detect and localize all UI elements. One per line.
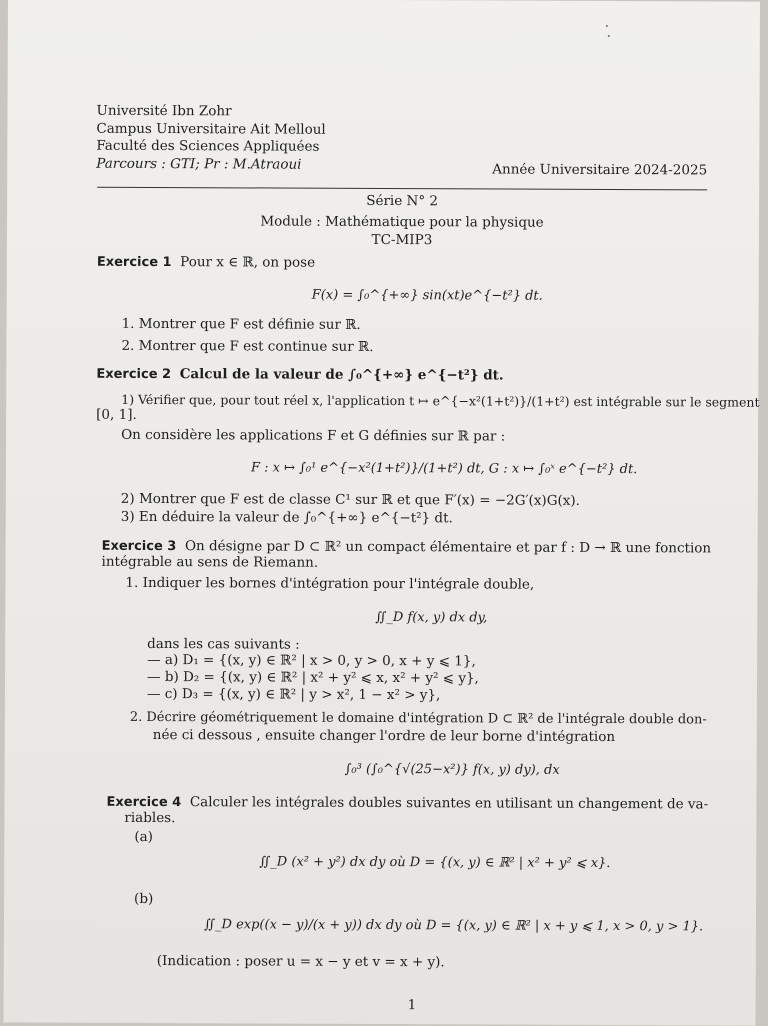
campus-name: Campus Universitaire Ait Melloul xyxy=(96,120,326,138)
exercise-4-a-formula: ∬_D (x² + y²) dx dy où D = {(x, y) ∈ ℝ² | x² + y² ⩽ x}. xyxy=(259,854,611,871)
university-name: Université Ibn Zohr xyxy=(96,102,232,120)
parcours-line: Parcours : GTI; Pr : M.Atraoui xyxy=(96,155,302,173)
page-number: 1 xyxy=(407,997,417,1014)
exercise-2-intro: On considère les applications F et G définies sur ℝ par : xyxy=(121,426,506,445)
exercise-1-intro: Pour x ∈ ℝ, on pose xyxy=(180,254,316,271)
academic-year: Année Universitaire 2024-2025 xyxy=(492,161,708,179)
course-code: TC-MIP3 xyxy=(371,231,433,249)
exercise-3-case-b: — b) D₂ = {(x, y) ∈ ℝ² | x² + y² ⩽ x, x² + y² ⩽ y}, xyxy=(147,668,479,687)
exercise-2-heading xyxy=(96,367,503,384)
exercise-3-q1: 1. Indiquer les bornes d'intégration pour l'intégrale double, xyxy=(125,574,535,593)
paper-speck xyxy=(606,25,608,27)
exercise-4-intro: Calculer les intégrales doubles suivantes en utilisant un changement de va- xyxy=(189,794,709,813)
exercise-3-q2: 2. Décrire géométriquement le domaine d'intégration D ⊂ ℝ² de l'intégrale double don- xyxy=(129,709,707,728)
faculty-name: Faculté des Sciences Appliquées xyxy=(96,137,320,155)
exercise-2-label: Exercice 2 xyxy=(96,366,172,383)
exercise-2-q1-segment: [0, 1]. xyxy=(96,406,137,423)
exercise-3-cases-intro: dans les cas suivants : xyxy=(147,635,300,653)
exercise-1-heading xyxy=(97,255,315,271)
header-divider xyxy=(97,187,707,191)
exercise-1-item-2: 2. Montrer que F est continue sur ℝ. xyxy=(121,337,374,355)
exercise-3-q2-cont: née ci dessous , ensuite changer l'ordre de leur borne d'intégration xyxy=(152,726,616,746)
exercise-4-label: Exercice 4 xyxy=(106,794,182,811)
exercise-4-b-formula: ∬_D exp((x − y)/(x + y)) dx dy où D = {(x, y) ∈ ℝ² | x + y ⩽ 1, x > 0, y > 1}. xyxy=(203,917,704,935)
exercise-1-label: Exercice 1 xyxy=(96,254,172,271)
exercise-4-a-label: (a) xyxy=(134,828,153,845)
exercise-3-intro-2: intégrable au sens de Riemann. xyxy=(101,553,319,571)
exercise-2-q1: 1) Vérifier que, pour tout réel x, l'application t ↦ e^{−x²(1+t²)}/(1+t²) est intégrable sur le segment xyxy=(121,391,760,410)
exercise-1-formula: F(x) = ∫₀^{+∞} sin(xt)e^{−t²} dt. xyxy=(311,287,543,304)
exercise-3-formula-2: ∫₀³ (∫₀^{√(25−x²)} f(x, y) dy), dx xyxy=(344,761,560,778)
exercise-2-q3: 3) En déduire la valeur de ∫₀^{+∞} e^{−t²} dt. xyxy=(120,508,453,527)
module-title: Module : Mathématique pour la physique xyxy=(260,213,544,231)
exercise-3-label: Exercice 3 xyxy=(101,538,177,555)
exercise-3-formula-1: ∬_D f(x, y) dx dy, xyxy=(375,609,488,626)
paper-speck xyxy=(608,35,610,37)
exercise-2-q2: 2) Montrer que F est de classe C¹ sur ℝ et que F′(x) = −2G′(x)G(x). xyxy=(120,490,580,509)
exercise-4-heading xyxy=(106,795,708,813)
exercise-4-hint: (Indication : poser u = x − y et v = x + y). xyxy=(156,953,445,971)
exercise-3-intro: On désigne par D ⊂ ℝ² un compact élémentaire et par f : D → ℝ une fonction xyxy=(184,538,712,557)
exercise-2-formula: F : x ↦ ∫₀¹ e^{−x²(1+t²)}/(1+t²) dt, G : x ↦ ∫₀ˣ e^{−t²} dt. xyxy=(250,460,638,478)
exercise-4-intro-2: riables. xyxy=(124,809,176,827)
exercise-1-item-1: 1. Montrer que F est définie sur ℝ. xyxy=(121,315,361,333)
serie-title: Série N° 2 xyxy=(366,192,439,210)
exercise-3-case-a: — a) D₁ = {(x, y) ∈ ℝ² | x > 0, y > 0, x + y ⩽ 1}, xyxy=(147,651,476,670)
exam-sheet xyxy=(4,0,760,1026)
exercise-4-b-label: (b) xyxy=(134,890,154,908)
exercise-2-title: Calcul de la valeur de ∫₀^{+∞} e^{−t²} dt. xyxy=(179,366,504,384)
exercise-3-case-c: — c) D₃ = {(x, y) ∈ ℝ² | y > x², 1 − x² > y}, xyxy=(146,685,441,704)
